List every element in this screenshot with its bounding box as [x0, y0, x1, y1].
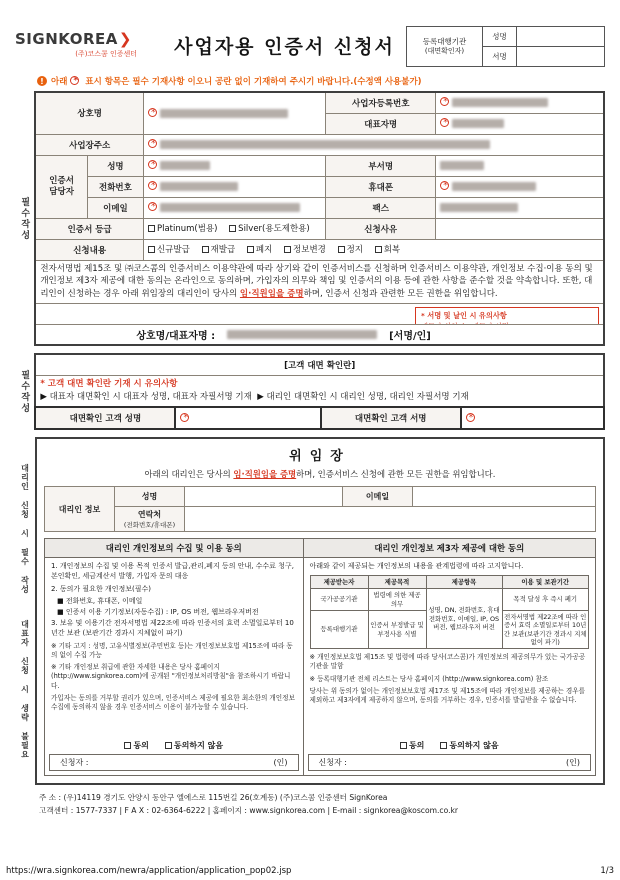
signature-seal-suffix: [서명/인]	[389, 331, 431, 342]
face-confirm-title: [고객 대면 확인란]	[35, 354, 604, 375]
provided-items: 성명, DN, 전화번호, 휴대전화번호, 이메일, IP, OS 버전, 웹브라우저 버전	[426, 589, 502, 649]
page-title: 사업자용 인증서 신청서	[174, 36, 395, 58]
email-value	[143, 197, 325, 218]
confirm-name-label: 대면확인 고객 성명	[35, 407, 175, 429]
redacted-email	[160, 203, 300, 212]
consent-collect-use	[45, 539, 304, 775]
signature-label: 상호명/대표자명 :	[136, 331, 216, 342]
checkbox-icon[interactable]	[202, 246, 209, 253]
exclamation-icon	[37, 76, 47, 86]
consent-left-body	[45, 558, 303, 738]
agent-email-value[interactable]	[413, 487, 596, 507]
consent-right-agree-row	[304, 738, 596, 752]
agency-confirm-table	[406, 26, 605, 67]
checkbox-icon[interactable]	[400, 742, 407, 749]
consent-right-seal: (인)	[566, 758, 580, 768]
face-confirm-table	[34, 353, 605, 430]
consent-left-note1: ※ 기타 고지 : 성명, 고유식별정보(주민번호 등)는 개인정보보호법 제15조에 따라 동의 없이 수집 가능	[51, 641, 293, 659]
print-footer	[0, 866, 620, 876]
brand-text	[15, 30, 163, 48]
third-party-table	[310, 575, 590, 649]
poa-title: 위임장	[289, 449, 351, 465]
checkbox-icon[interactable]	[375, 246, 382, 253]
dept-label: 부서명	[326, 155, 436, 176]
receiver-registration-agency: 등록대행기관	[310, 610, 368, 648]
redacted-phone	[160, 182, 238, 191]
application-date	[146, 324, 279, 325]
required-mark-icon	[148, 108, 157, 117]
purpose-legal: 법령에 의한 제공 의무	[368, 589, 426, 611]
agreement-emphasis: 임·직원임을 증명	[239, 289, 304, 299]
mobile-label: 휴대폰	[326, 176, 436, 197]
apply-type-options	[143, 239, 604, 260]
signature-row	[35, 324, 604, 345]
receiver-public-org: 국가공공기관	[310, 589, 368, 611]
poa-sentence: 아래의 대리인은 당사의 임·직원임을 증명하며, 인증서비스 신청에 관한 모든 권한을 위임합니다.	[144, 469, 496, 480]
agent-info-table	[44, 486, 596, 532]
checkbox-icon[interactable]	[124, 742, 131, 749]
grade-option-silver[interactable]: Silver(용도제한용)	[229, 222, 310, 234]
confirm-sign-label: 대면확인 고객 서명	[321, 407, 461, 429]
phone-value	[143, 176, 325, 197]
consent-right-disagree-option[interactable]: 동의하지 않음	[440, 740, 498, 751]
checkbox-icon[interactable]	[338, 246, 345, 253]
consent-right-applicant-row	[308, 754, 592, 771]
footer-address: 주 소 : (우)14119 경기도 안양시 동안구 엘에스로 115번길 26(호계동) (주)코스콤 인증센터 SignKorea	[39, 793, 388, 803]
consent-left-applicant-row	[49, 754, 299, 771]
agency-label-line1: 등록대행기관	[422, 36, 467, 46]
checkbox-icon[interactable]	[284, 246, 291, 253]
phone-label: 전화번호	[87, 176, 143, 197]
redacted-address	[160, 140, 490, 149]
apply-option-suspend[interactable]: 정지	[338, 243, 363, 255]
checkbox-icon[interactable]	[247, 246, 254, 253]
required-mark-icon	[70, 76, 79, 85]
document-footer	[39, 792, 605, 818]
poa-emphasis: 임·직원임을 증명	[233, 469, 297, 480]
consent-left-item1: 1. 개인정보의 수집 및 이용 목적 인증서 발급,관리,폐지 등의 안내, 수수료 청구, 본인확인, 세금계산서 발행, 가입자 문의 대응	[51, 562, 294, 580]
apply-option-new[interactable]: 신규발급	[148, 243, 190, 255]
consent-left-agree-row	[45, 738, 303, 752]
required-mark-icon	[148, 202, 157, 211]
col-purpose: 제공목적	[368, 575, 426, 588]
required-mark-icon	[440, 181, 449, 190]
signkorea-logo	[15, 24, 163, 59]
consent-left-seal: (인)	[273, 758, 288, 768]
redacted-ceo-name	[452, 119, 504, 128]
required-mark-icon	[148, 181, 157, 190]
agent-name-value[interactable]	[185, 487, 343, 507]
consent-left-item3: 3. 보유 및 이용기간 전자서명법 제22조에 따라 인증서의 효력 소멸일로부터 10년간 보관 (보관기간 경과시 지체없이 파기)	[51, 619, 294, 637]
sign-note-line1	[421, 321, 593, 324]
col-receiver: 제공받는자	[310, 575, 368, 588]
consent-right-title: 대리인 개인정보 제3자 제공에 대한 동의	[304, 539, 596, 558]
agreement-paragraph: 전자서명법 제15조 및 ㈜코스콤의 인증서비스 이용약관에 따라 상기와 같이 인증서비스를 신청하며 인증서비스 이용약관, 개인정보 수집·이용 동의 및 개인정보 제3자 제공에 대한 동의는 온라인으로 동의하며, 가입자의 의무와 책임 및 인증서의 이용 등에 관한 사항을 준수할 것을 약속합니다. 또한, 대리인이 신청하는 경우 아래 위임장의 대리인이 당사의 임·직원임을 증명하며, 인증서 신청과 관련한 모든 권한을 위임합니다.	[35, 260, 604, 303]
agent-contact-value[interactable]	[185, 507, 596, 532]
agency-label-line2: (대면확인자)	[424, 46, 465, 55]
period-10years: 전자서명법 제22조에 따라 인증서 효력 소멸일로부터 10년간 보관(보관기간 경과시 지체 없이 파기)	[502, 610, 589, 648]
ceo-name-label: 대표자명	[326, 113, 436, 134]
apply-type-label: 신청내용	[35, 239, 143, 260]
required-mark-icon	[180, 413, 189, 422]
redacted-mobile	[452, 182, 536, 191]
purpose-fraud: 인증서 부정발급 및 부정사용 식별	[368, 610, 426, 648]
consent-right-body	[304, 558, 596, 738]
consent-left-disagree-option[interactable]: 동의하지 않음	[165, 740, 223, 751]
sign-note-title: * 서명 및 날인 시 유의사항	[421, 310, 507, 320]
apply-reason-value[interactable]	[436, 218, 604, 239]
poa-section	[15, 437, 605, 785]
required-mark-icon	[148, 139, 157, 148]
apply-option-revoke[interactable]: 폐지	[247, 243, 272, 255]
company-name-value	[143, 92, 325, 134]
brand-arrow-icon	[119, 30, 132, 48]
header	[15, 24, 605, 67]
address-value	[143, 134, 604, 155]
address-label: 사업장주소	[35, 134, 143, 155]
confirm-sign-value[interactable]	[461, 407, 604, 429]
agent-info-label: 대리인 정보	[45, 487, 115, 532]
period-immediate: 목적 달성 후 즉시 폐기	[502, 589, 589, 611]
required-mark-icon	[466, 413, 475, 422]
manager-group-label: 인증서 담당자	[35, 155, 87, 218]
apply-option-change[interactable]: 정보변경	[284, 243, 326, 255]
mobile-value	[436, 176, 604, 197]
agency-name-value[interactable]	[517, 27, 605, 47]
side-label-agent-required: 대리인 신청 시 필수 작성	[20, 463, 30, 594]
apply-reason-label: 신청사유	[326, 218, 436, 239]
consent-right-agree-option[interactable]: 동의	[400, 740, 424, 751]
consent-third-party	[304, 539, 596, 775]
biz-reg-no-value	[436, 92, 604, 113]
apply-option-restore[interactable]: 회복	[375, 243, 400, 255]
notice-text: 아래 * 표시 항목은 필수 기재사항 이오니 공란 없이 기재하여 주시기 바랍니다.(수정액 사용불가)	[51, 75, 422, 87]
consent-left-note2: ※ 기타 개인정보 취급에 관한 자세한 내용은 당사 홈페이지 (http://www.signkorea.com)에 공개된 "개인정보처리방침"을 참조하시기 바랍니다.	[51, 663, 291, 690]
main-form-table	[34, 91, 605, 346]
consent-left-title: 대리인 개인정보의 수집 및 이용 동의	[45, 539, 303, 558]
required-notice	[37, 75, 605, 87]
redacted-manager-name	[160, 161, 210, 170]
email-label: 이메일	[87, 197, 143, 218]
print-footer-page-number: 1/3	[600, 866, 614, 876]
redacted-dept	[440, 161, 484, 170]
consent-right-note3: 당사는 위 동의가 없이는 개인정보보호법 제17조 및 제15조에 따라 개인정보를 제공하는 경우를 제외하고 제3자에게 제공하지 않으며, 동의를 거부하는 경우, 인증서를 발급받을 수 없습니다.	[309, 686, 586, 705]
manager-name-value	[143, 155, 325, 176]
face-confirm-note-title: * 고객 대면 확인란 기재 시 유의사항	[40, 378, 178, 389]
redacted-company-name	[160, 109, 288, 118]
main-form-section	[15, 91, 605, 346]
sign-seal-note-box	[415, 307, 599, 325]
agency-sign-value[interactable]	[517, 47, 605, 67]
date-and-sign-note-cell	[35, 303, 604, 324]
col-items: 제공항목	[426, 575, 502, 588]
checkbox-icon[interactable]	[440, 742, 447, 749]
consent-left-item2-b: ■ 인증서 이용 기기정보(자동수집) : IP, OS 버전, 웹브라우저버전	[57, 608, 259, 617]
side-label-required-2: 필수작성	[19, 369, 30, 414]
consent-right-note2: ※ 등록대행기관 전체 리스트는 당사 홈페이지 (http://www.signkorea.com) 참조	[309, 674, 549, 683]
redacted-biz-reg-no	[452, 98, 548, 107]
consent-right-applicant-label: 신청자 :	[318, 758, 347, 768]
consent-left-item2-a: ■ 전화번호, 휴대폰, 이메일	[57, 597, 143, 606]
consent-columns	[44, 538, 596, 776]
side-label-agent	[15, 437, 35, 785]
agent-contact-label: 연락처 (전화번호/휴대폰)	[115, 507, 185, 532]
side-label-required-1: 필수작성	[19, 196, 30, 241]
consent-left-item2-title: 2. 동의가 필요한 개인정보(필수)	[51, 584, 151, 593]
brand-subtitle: (주)코스콤 인증센터	[75, 50, 137, 58]
apply-option-reissue[interactable]: 재발급	[202, 243, 236, 255]
dept-value	[436, 155, 604, 176]
poa-box	[35, 437, 605, 785]
col-period: 이용 및 보관기간	[502, 575, 589, 588]
required-mark-icon	[440, 97, 449, 106]
grade-option-platinum[interactable]: Platinum(범용)	[148, 222, 218, 234]
agency-name-label: 성명	[483, 27, 517, 47]
ceo-name-value	[436, 113, 604, 134]
agency-sign-label: 서명	[483, 47, 517, 67]
cert-grade-label: 인증서 등급	[35, 218, 143, 239]
redacted-fax	[440, 203, 518, 212]
consent-right-intro: 아래와 같이 제공되는 개인정보의 내용을 관계법령에 따라 고지합니다.	[309, 562, 524, 571]
confirm-name-value[interactable]	[175, 407, 320, 429]
consent-left-note3: 가입자는 동의를 거부할 권리가 있으며, 인증서비스 제공에 필요한 최소한의 개인정보 수집에 동의하지 않을 경우 인증서비스 이용이 불가능할 수 있습니다.	[51, 693, 295, 711]
checkbox-icon[interactable]	[229, 225, 236, 232]
face-confirm-section	[15, 353, 605, 430]
consent-left-agree-option[interactable]: 동의	[124, 740, 148, 751]
side-label-ceo-skip: 대표자 신청 시 생략 불필요	[20, 619, 30, 759]
manager-name-label: 성명	[87, 155, 143, 176]
consent-left-applicant-label: 신청자 :	[60, 758, 89, 768]
face-confirm-note-lines: ▶ 대표자 대면확인 시 대표자 성명, 대표자 자필서명 기재 ▶ 대리인 대면확인 시 대리인 성명, 대리인 자필서명 기재	[40, 391, 469, 402]
agent-name-label: 성명	[115, 487, 185, 507]
footer-contact: 고객센터 : 1577-7337 | F A X : 02-6364-6222 | 홈페이지 : www.signkorea.com | E-mail : signkorea@koscom.co.kr	[39, 806, 459, 815]
agency-label	[407, 27, 483, 67]
fax-label: 팩스	[326, 197, 436, 218]
checkbox-icon[interactable]	[165, 742, 172, 749]
print-footer-url: https://wra.signkorea.com/newra/application/application_pop02.jsp	[6, 866, 292, 876]
required-mark-icon	[440, 118, 449, 127]
cert-grade-options	[143, 218, 325, 239]
brand-name: SIGNKOREA	[15, 30, 118, 48]
consent-right-note1: ※ 개인정보보호법 제15조 및 법령에 따라 당사(코스콤)가 개인정보의 제공의무가 있는 국가공공기관을 말함	[309, 653, 586, 671]
company-name-label: 상호명	[35, 92, 143, 134]
biz-reg-no-label: 사업자등록번호	[326, 92, 436, 113]
agent-email-label: 이메일	[343, 487, 413, 507]
checkbox-icon[interactable]	[148, 246, 155, 253]
required-mark-icon	[148, 160, 157, 169]
redacted-signature-name	[227, 330, 377, 339]
face-confirm-notes	[35, 375, 604, 407]
checkbox-icon[interactable]	[148, 225, 155, 232]
fax-value	[436, 197, 604, 218]
